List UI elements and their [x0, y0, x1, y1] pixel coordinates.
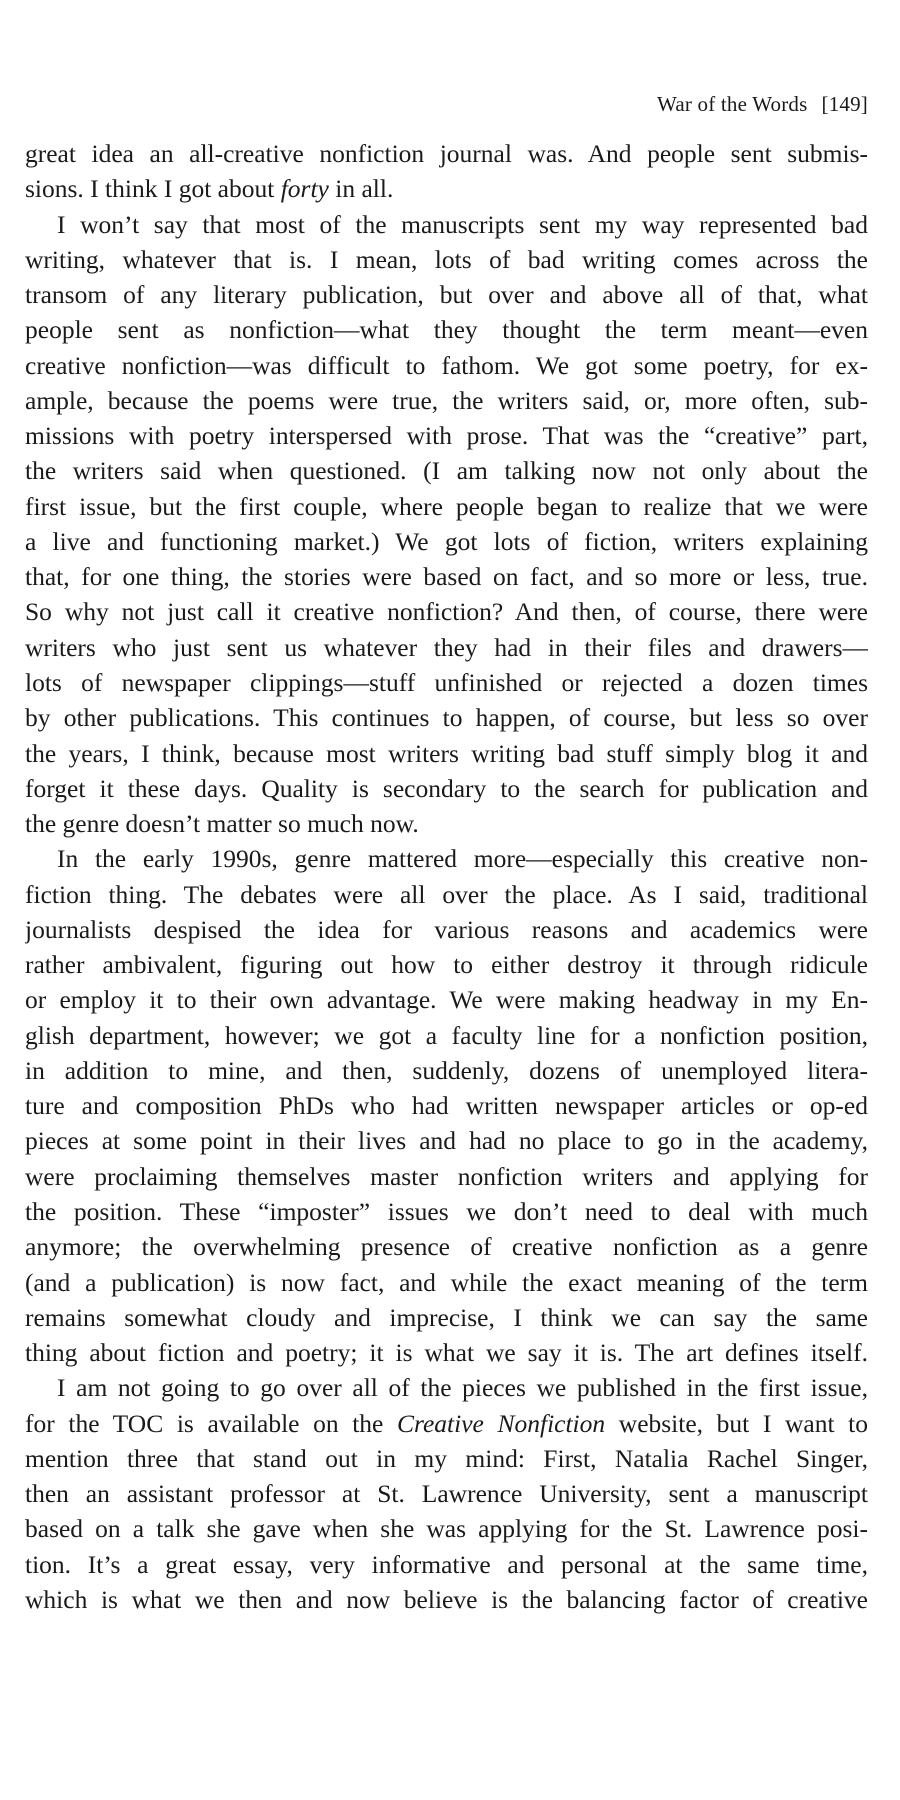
text-line: fiction thing. The debates were all over the place. As I said, traditional [25, 879, 868, 909]
text-line: mention three that stand out in my mind: First, Natalia Rachel Singer, [25, 1443, 868, 1473]
body-text [25, 136, 868, 1617]
text-line: I won’t say that most of the manuscripts sent my way represented bad [57, 209, 868, 239]
text-line: in addition to mine, and then, suddenly, dozens of unemployed litera- [25, 1055, 868, 1085]
text-line: that, for one thing, the stories were based on fact, and so more or less, true. [25, 562, 868, 592]
text-line: were proclaiming themselves master nonfiction writers and applying for [25, 1161, 868, 1191]
text-line: writers who just sent us whatever they had in their files and drawers— [25, 632, 868, 662]
text-line: So why not just call it creative nonfiction? And then, of course, there were [25, 597, 868, 627]
text-line: rather ambivalent, figuring out how to either destroy it through ridicule [25, 950, 868, 980]
text-run: for the TOC is available on the [25, 1408, 397, 1438]
text-line: then an assistant professor at St. Lawrence University, sent a manuscript [25, 1479, 868, 1509]
text-line: which is what we then and now believe is the balancing factor of creative [25, 1584, 868, 1614]
text-line: by other publications. This continues to happen, of course, but less so over [25, 703, 868, 733]
text-line: thing about fiction and poetry; it is what we say it is. The art defines itself. [25, 1338, 868, 1368]
paragraph [25, 1370, 868, 1617]
text-line: journalists despised the idea for various reasons and academics were [25, 914, 868, 944]
text-line: missions with poetry interspersed with prose. That was the “creative” part, [25, 421, 868, 451]
text-run: in all. [328, 174, 394, 204]
paragraph [25, 136, 868, 207]
running-head [657, 92, 868, 116]
running-head-title: War of the Words [657, 92, 808, 116]
text-line: pieces at some point in their lives and had no place to go in the academy, [25, 1126, 868, 1156]
text-run: website, but I want to [605, 1408, 868, 1438]
text-line: or employ it to their own advantage. We were making headway in my En- [25, 985, 868, 1015]
text-line: first issue, but the first couple, where people began to realize that we were [25, 491, 868, 521]
text-line: I am not going to go over all of the pieces we published in the first issue, [57, 1373, 868, 1403]
text-line: remains somewhat cloudy and imprecise, I think we can say the same [25, 1302, 868, 1332]
page-number: [149] [821, 92, 868, 116]
text-line: transom of any literary publication, but over and above all of that, what [25, 280, 868, 310]
italic-text-run: Creative Nonfiction [397, 1408, 606, 1438]
text-line: (and a publication) is now fact, and while the exact meaning of the term [25, 1267, 868, 1297]
text-line: the writers said when questioned. (I am talking now not only about the [25, 456, 868, 486]
text-line: writing, whatever that is. I mean, lots of bad writing comes across the [25, 244, 868, 274]
text-line: great idea an all-creative nonfiction journal was. And people sent submis- [25, 139, 868, 168]
text-line: the position. These “imposter” issues we don’t need to deal with much [25, 1196, 868, 1226]
text-line: lots of newspaper clippings—stuff unfinished or rejected a dozen times [25, 667, 868, 697]
text-line: tion. It’s a great essay, very informative and personal at the same time, [25, 1549, 868, 1579]
text-line: based on a talk she gave when she was applying for the St. Lawrence posi- [25, 1514, 868, 1544]
text-line [25, 1406, 868, 1441]
text-line [25, 171, 868, 206]
text-line: the genre doesn’t matter so much now. [25, 809, 419, 839]
text-line: people sent as nonfiction—what they thought the term meant—even [25, 315, 868, 345]
text-line: ture and composition PhDs who had written newspaper articles or op-ed [25, 1091, 868, 1121]
text-line: the years, I think, because most writers writing bad stuff simply blog it and [25, 738, 868, 768]
text-line: ample, because the poems were true, the writers said, or, more often, sub- [25, 385, 868, 415]
text-line: creative nonfiction—was difficult to fathom. We got some poetry, for ex- [25, 350, 868, 380]
text-line: a live and functioning market.) We got lots of fiction, writers explaining [25, 526, 868, 556]
text-run: sions. I think I got about [25, 174, 281, 204]
paragraph [25, 207, 868, 842]
paragraph [25, 841, 868, 1370]
text-line: anymore; the overwhelming presence of creative nonfiction as a genre [25, 1232, 868, 1262]
text-line: glish department, however; we got a faculty line for a nonfiction position, [25, 1020, 868, 1050]
text-line: forget it these days. Quality is secondary to the search for publication and [25, 773, 868, 803]
text-line: In the early 1990s, genre mattered more—especially this creative non- [57, 844, 868, 874]
italic-text-run: forty [280, 174, 329, 204]
